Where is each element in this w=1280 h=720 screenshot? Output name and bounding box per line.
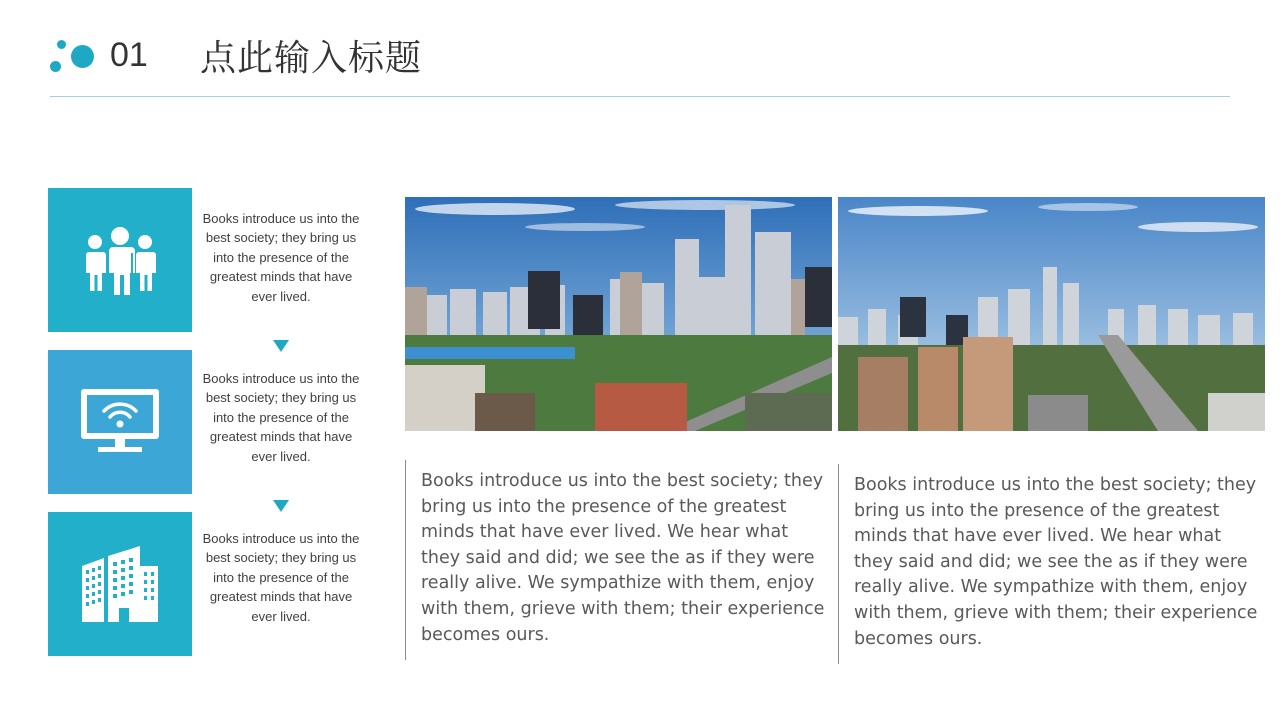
monitor-wifi-icon [78,385,162,459]
feature-text-1: Books introduce us into the best society; they bring us into the presence of the greatest minds that have ever lived. [202,211,360,304]
slide-number: 01 [110,36,148,74]
feature-box-monitor [48,350,192,494]
header-divider [50,96,1230,97]
buildings-icon [78,546,162,622]
arrow-down-icon [273,500,289,512]
people-icon [80,220,160,300]
feature-box-buildings [48,512,192,656]
slide-title[interactable]: 点此输入标题 [200,38,423,79]
feature-text-3: Books introduce us into the best society; they bring us into the presence of the greatest minds that have ever lived. [202,531,360,624]
feature-box-people [48,188,192,332]
arrow-down-icon [273,340,289,352]
column-divider [838,464,839,664]
column-text-2: Books introduce us into the best society; they bring us into the presence of the greatest minds that have ever lived. We hear what they said and did; we see the as if they were really alive. We sympathize with them, enjoy with them, grieve with them; their experience becomes ours. [854,475,1258,649]
city-highway-photo [838,197,1265,431]
column-divider [405,460,406,660]
header-dots-icon [49,38,95,74]
column-text-1: Books introduce us into the best society; they bring us into the presence of the greatest minds that have ever lived. We hear what they said and did; we see the as if they were really alive. We sympathize with them, enjoy with them, grieve with them; their experience becomes ours. [421,471,825,645]
city-skyline-photo [405,197,832,431]
feature-text-2: Books introduce us into the best society; they bring us into the presence of the greatest minds that have ever lived. [202,371,360,464]
